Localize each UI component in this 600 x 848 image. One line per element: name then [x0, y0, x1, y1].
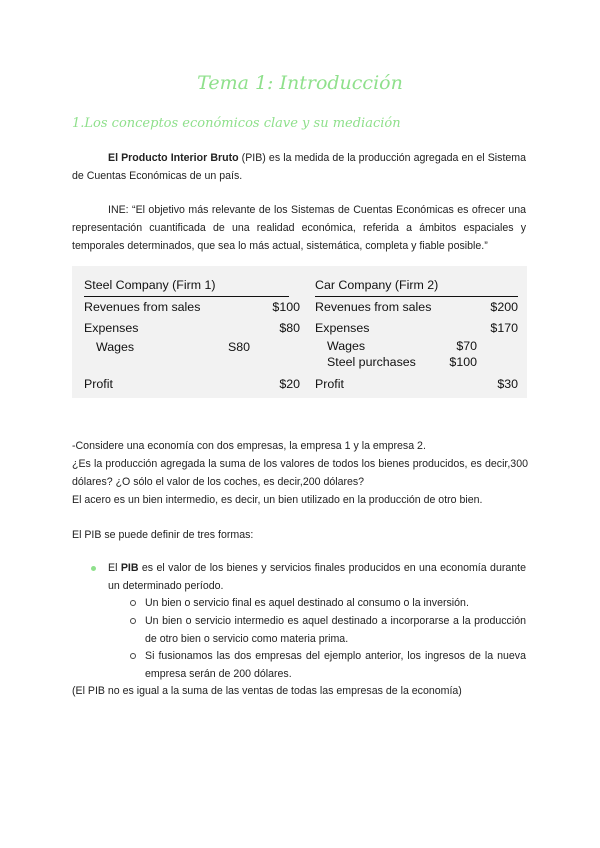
firms-table	[72, 266, 527, 398]
firm2-expenses-label: Expenses	[315, 321, 370, 335]
firm1-profit-label: Profit	[84, 377, 113, 391]
question-line3: El acero es un bien intermedio, es decir, un bien utilizado en la producción de otro bien.	[72, 494, 483, 506]
firm2-expenses-value: $170	[490, 321, 518, 335]
subbullet-3: Si fusionamos las dos empresas del ejemplo anterior, los ingresos de la nueva empresa serán de 200 dólares.	[145, 650, 526, 680]
subbullet-1: Un bien o servicio final es aquel destinado al consumo o la inversión.	[145, 597, 469, 609]
firm2-profit-label: Profit	[315, 377, 344, 391]
firm1-revenues-value: $100	[272, 300, 300, 314]
firm1-header: Steel Company (Firm 1)	[84, 278, 289, 297]
closing-note: (El PIB no es igual a la suma de las ventas de todas las empresas de la economía)	[72, 685, 462, 697]
pib-bullet	[108, 559, 526, 595]
ine-quote: INE: “El objetivo más relevante de los Sistemas de Cuentas Económicas es ofrecer una representación cuantificada de una realidad económica, referida a ámbitos espaciales y temporales determinados, que sea lo más actual, sistemática, completa y fiable posible.”	[72, 204, 526, 252]
intro-text: (PIB) es la medida de la producción agregada en el Sistema de Cuentas Económicas de un país.	[72, 152, 527, 182]
firm2-steel-value: $100	[449, 355, 477, 369]
firm1-expenses-label: Expenses	[84, 321, 139, 335]
firm1-revenues-label: Revenues from sales	[84, 300, 201, 314]
section-title: 1.Los conceptos económicos clave y su mediación	[72, 116, 401, 131]
firm2-wages-value: $70	[456, 339, 477, 353]
pib-definition-intro: El PIB se puede definir de tres formas:	[72, 529, 254, 541]
circle-bullet-icon	[130, 618, 136, 624]
firm1-expenses-value: $80	[279, 321, 300, 335]
circle-bullet-icon	[130, 600, 136, 606]
pib-bullet-text: es el valor de los bienes y servicios finales producidos en una economía durante un determinado período.	[108, 562, 526, 592]
firm2-steel-label: Steel purchases	[327, 355, 416, 369]
question-line2: ¿Es la producción agregada la suma de los valores de todos los bienes producidos, es decir,300 dólares? ¿O sólo el valor de los coches, es decir,200 dólares?	[72, 458, 528, 488]
subbullet-2: Un bien o servicio intermedio es aquel destinado a incorporarse a la producción de otro bien o servicio como materia prima.	[145, 615, 526, 645]
pib-bullet-prefix: El	[108, 562, 121, 574]
firm2-profit-value: $30	[497, 377, 518, 391]
bullet-dot-icon	[91, 566, 96, 571]
firm1-wages-value: S80	[227, 340, 250, 354]
firm2-header: Car Company (Firm 2)	[315, 278, 518, 297]
page-title: Tema 1: Introducción	[197, 72, 403, 94]
firm2-wages-label: Wages	[327, 339, 366, 353]
pib-bullet-bold: PIB	[120, 562, 139, 574]
circle-bullet-icon	[130, 653, 136, 659]
firm1-wages-label: Wages	[96, 340, 135, 354]
firm2-revenues-label: Revenues from sales	[315, 300, 432, 314]
firm1-profit-value: $20	[279, 377, 300, 391]
intro-paragraph	[72, 149, 526, 185]
firm2-revenues-value: $200	[490, 300, 518, 314]
question-line1: -Considere una economía con dos empresas, la empresa 1 y la empresa 2.	[72, 440, 426, 452]
intro-bold: El Producto Interior Bruto	[108, 152, 239, 164]
